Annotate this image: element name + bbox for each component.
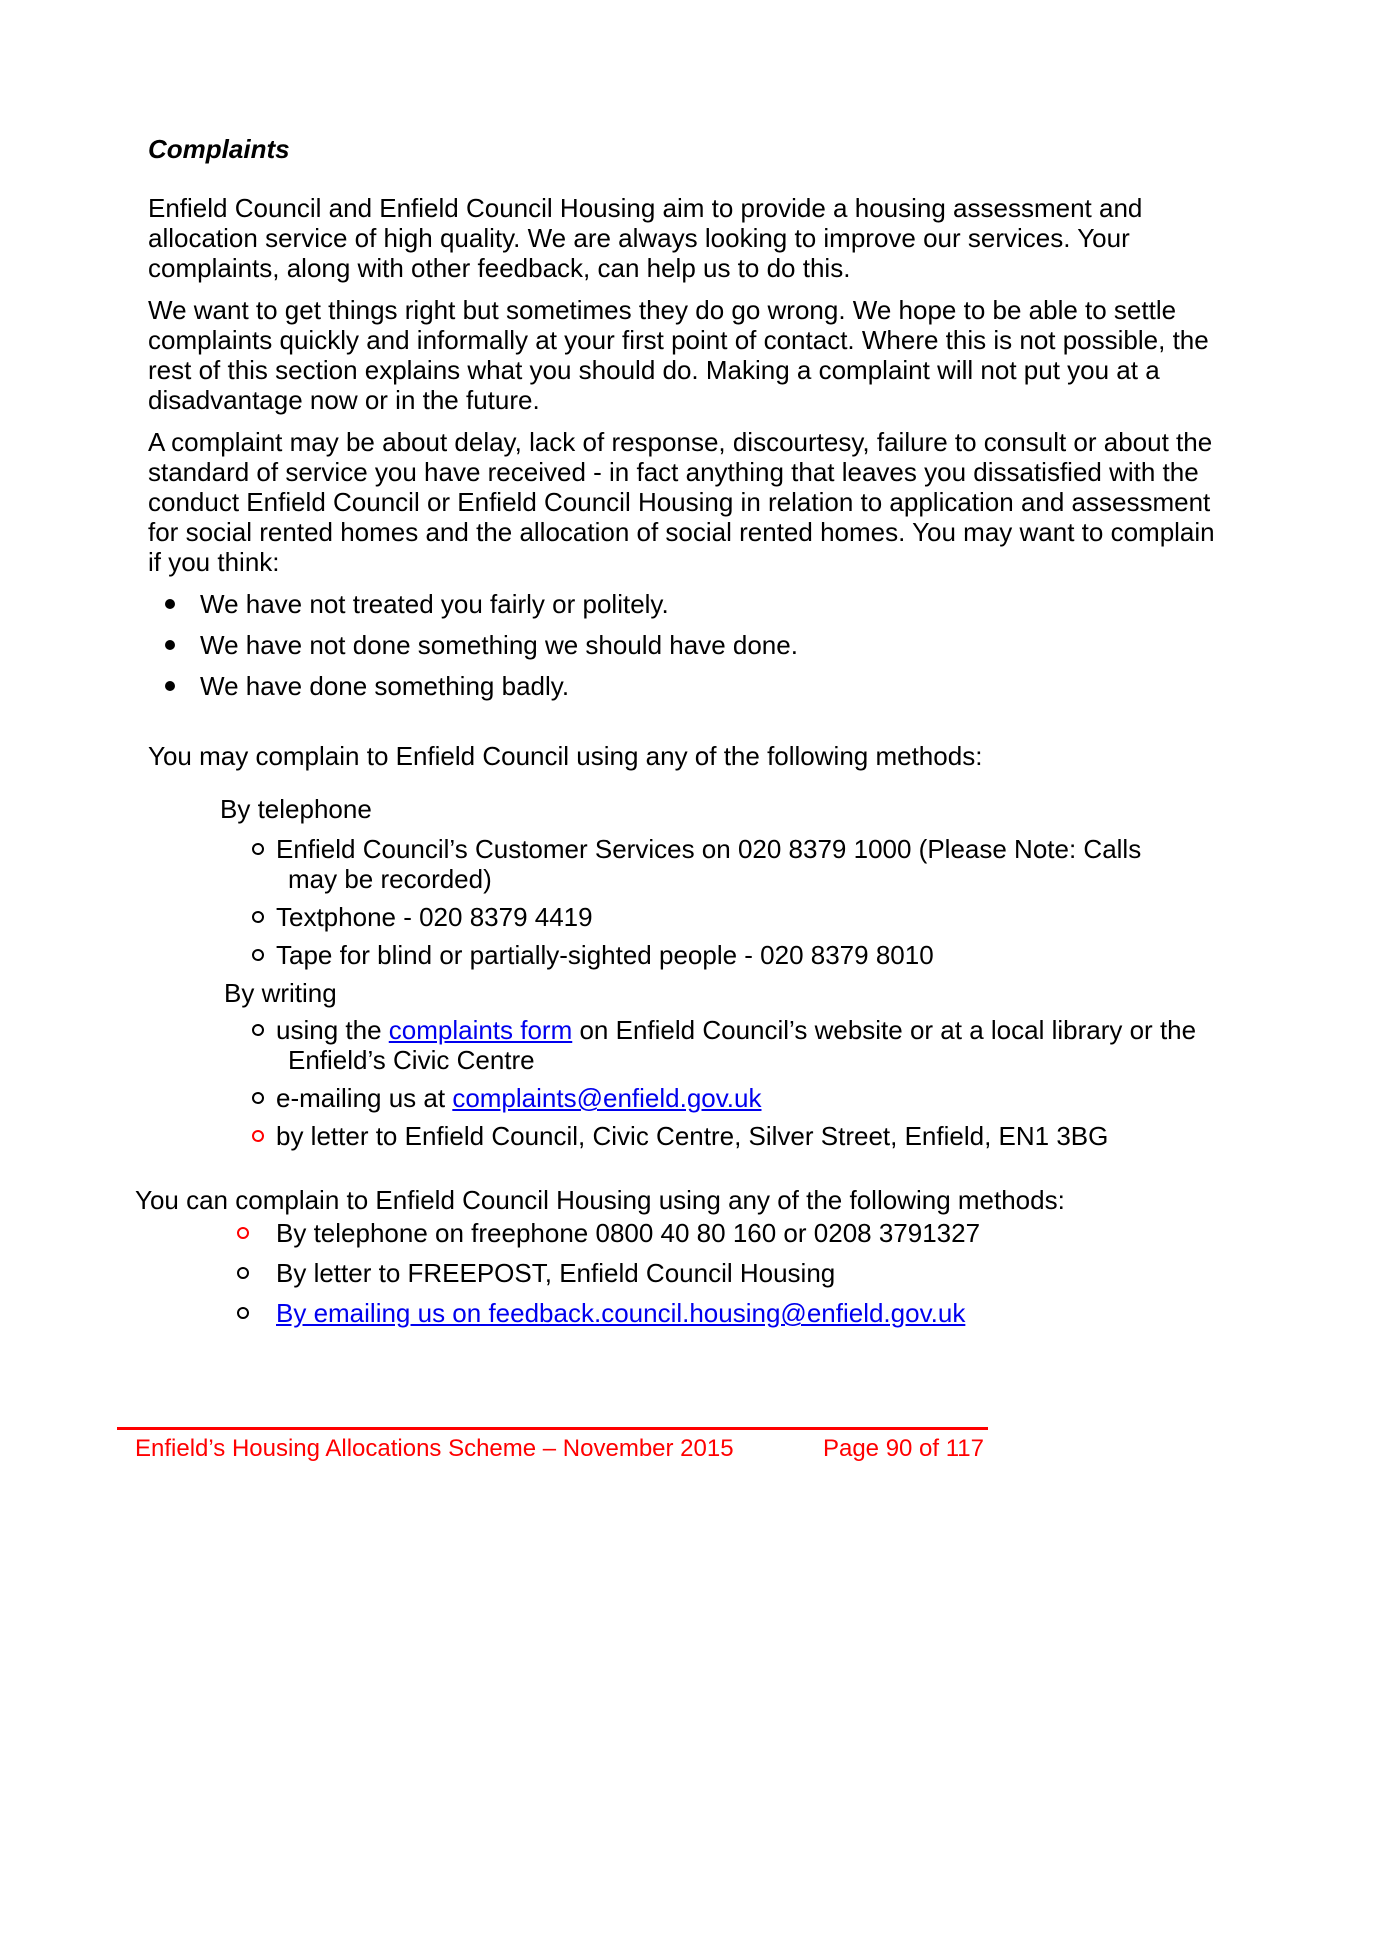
list-item-text: by letter to Enfield Council, Civic Centre, Silver Street, Enfield, EN1 3BG [276, 1121, 1109, 1151]
housing-methods-intro: You can complain to Enfield Council Housing using any of the following methods: [135, 1185, 1065, 1215]
by-writing-heading: By writing [224, 978, 337, 1008]
telephone-methods-list [148, 834, 1232, 970]
list-item-text: Tape for blind or partially-sighted people - 020 8379 8010 [276, 940, 934, 970]
list-item-text: We have not done something we should have done. [200, 630, 798, 660]
housing-methods-list [148, 1218, 1232, 1328]
circle-bullet-icon [237, 1267, 249, 1279]
footer-document-title: Enfield’s Housing Allocations Scheme – November 2015 [135, 1435, 734, 1462]
list-item [237, 1298, 1232, 1328]
list-item [252, 902, 1232, 932]
list-item [165, 589, 1232, 619]
footer-page-number: Page 90 of 117 [822, 1435, 984, 1462]
complaints-form-link[interactable]: complaints form [388, 1015, 573, 1045]
complaints-email-link[interactable]: complaints@enfield.gov.uk [452, 1083, 762, 1113]
list-item [252, 1121, 1232, 1151]
list-item-text: By telephone on freephone 0800 40 80 160 or 0208 3791327 [276, 1218, 981, 1248]
writing-methods-list [148, 1015, 1232, 1151]
list-item-text-post: on Enfield Council’s website or at a local library or the Enfield’s Civic Centre [288, 1015, 1197, 1075]
list-item-text [276, 1298, 965, 1328]
list-item-text [276, 1015, 1208, 1075]
circle-bullet-icon [252, 911, 264, 923]
circle-bullet-icon [252, 949, 264, 961]
list-item-text-pre: using the [276, 1015, 389, 1045]
page-footer [117, 1427, 988, 1463]
list-item [165, 671, 1232, 701]
list-item-text: We have not treated you fairly or politely. [200, 589, 669, 619]
list-item-text [276, 1083, 762, 1113]
circle-bullet-icon [237, 1227, 249, 1239]
list-item [252, 940, 1232, 970]
circle-bullet-icon [237, 1307, 249, 1319]
bullet-icon [165, 640, 175, 650]
paragraph-get-things-right: We want to get things right but sometimes they do go wrong. We hope to be able to settle complaints quickly and informally at your first point of contact. Where this is not possible, the rest of this section explains what you should do. Making a complaint will not put you at a disadvantage now or in the future. [148, 295, 1209, 415]
list-item [237, 1258, 1232, 1288]
list-item-text: Enfield Council’s Customer Services on 020 8379 1000 (Please Note: Calls may be recorded) [276, 834, 1142, 894]
circle-bullet-icon [252, 1092, 264, 1104]
section-heading-complaints: Complaints [148, 134, 290, 164]
list-item [165, 630, 1232, 660]
list-item [252, 834, 1232, 894]
list-item-text-pre: e-mailing us at [276, 1083, 453, 1113]
list-item-text: Textphone - 020 8379 4419 [276, 902, 593, 932]
paragraph-complaint-about: A complaint may be about delay, lack of response, discourtesy, failure to consult or about the standard of service you have received - in fact anything that leaves you dissatisfied with the conduct Enfield Council or Enfield Council Housing in relation to application and assessment for social rented homes and the allocation of social rented homes. You may want to complain if you think: [148, 427, 1215, 577]
bullet-icon [165, 599, 175, 609]
by-telephone-heading: By telephone [220, 794, 372, 824]
complaint-reasons-list [148, 589, 1232, 701]
circle-bullet-icon [252, 1024, 264, 1036]
circle-bullet-icon [252, 843, 264, 855]
housing-feedback-email-link[interactable]: By emailing us on feedback.council.housing@enfield.gov.uk [276, 1298, 966, 1328]
list-item-text: We have done something badly. [200, 671, 570, 701]
list-item-text: By letter to FREEPOST, Enfield Council Housing [276, 1258, 836, 1288]
bullet-icon [165, 681, 175, 691]
circle-bullet-icon [252, 1130, 264, 1142]
list-item [237, 1218, 1232, 1248]
list-item [252, 1083, 1232, 1113]
list-item [252, 1015, 1232, 1075]
paragraph-intro: Enfield Council and Enfield Council Housing aim to provide a housing assessment and allocation service of high quality. We are always looking to improve our services. Your complaints, along with other feedback, can help us to do this. [148, 193, 1143, 283]
council-methods-intro: You may complain to Enfield Council using any of the following methods: [148, 741, 983, 771]
